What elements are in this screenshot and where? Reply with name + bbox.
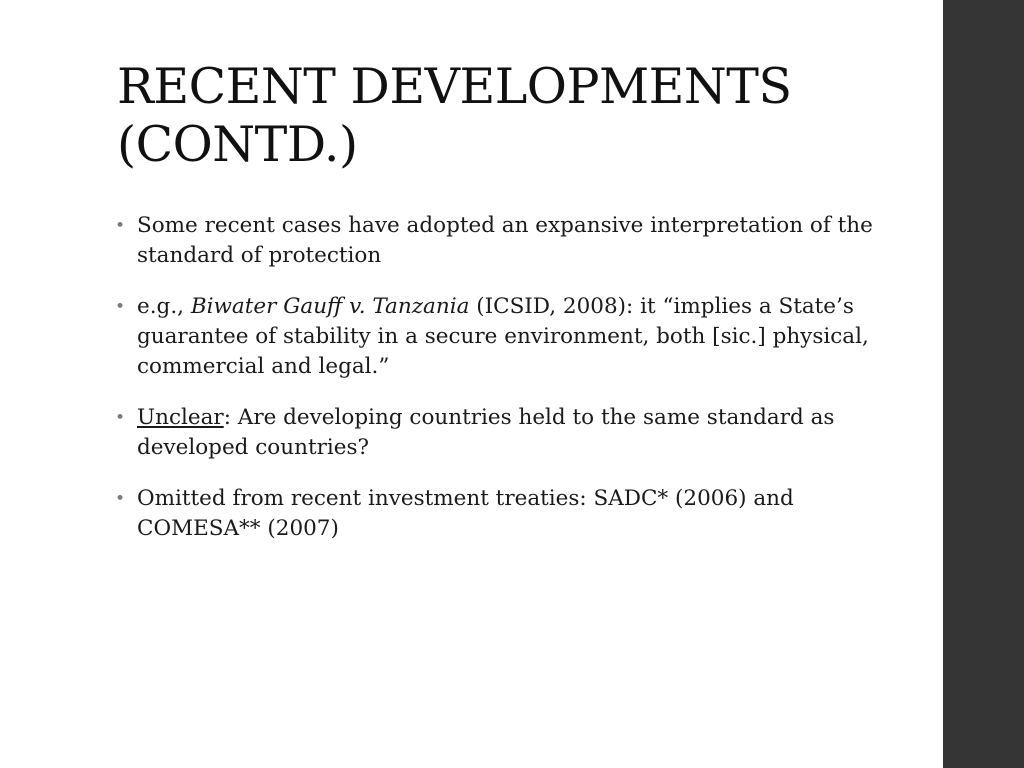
bullet-item-3	[115, 403, 875, 463]
bullet-item-4	[115, 484, 875, 544]
bullet-text: Some recent cases have adopted an expansive interpretation of the standard of protection	[137, 213, 873, 268]
side-bar-decoration	[943, 0, 1024, 768]
bullet-icon: •	[115, 408, 126, 428]
bullet-item-1	[115, 211, 875, 271]
bullet-icon: •	[115, 489, 126, 509]
bullet-text: Omitted from recent investment treaties: SADC* (2006) and COMESA** (2007)	[137, 486, 794, 541]
underlined-term: Unclear	[137, 405, 224, 430]
bullet-list	[115, 211, 875, 565]
bullet-text-rest: : Are developing countries held to the same standard as developed countries?	[137, 405, 835, 460]
bullet-text-prefix: e.g.,	[137, 294, 191, 319]
slide-title-line-1: RECENT DEVELOPMENTS	[117, 58, 792, 115]
bullet-icon: •	[115, 297, 126, 317]
bullet-item-2	[115, 292, 875, 382]
bullet-icon: •	[115, 216, 126, 236]
case-name: Biwater Gauff v. Tanzania	[190, 294, 470, 319]
bullet-text-rest: (ICSID, 2008): it “implies a State’s guarantee of stability in a secure environment, both [sic.] physical, commercial and legal.”	[137, 294, 869, 379]
slide-title-line-2: (CONTD.)	[117, 116, 358, 173]
slide-title	[117, 58, 917, 174]
